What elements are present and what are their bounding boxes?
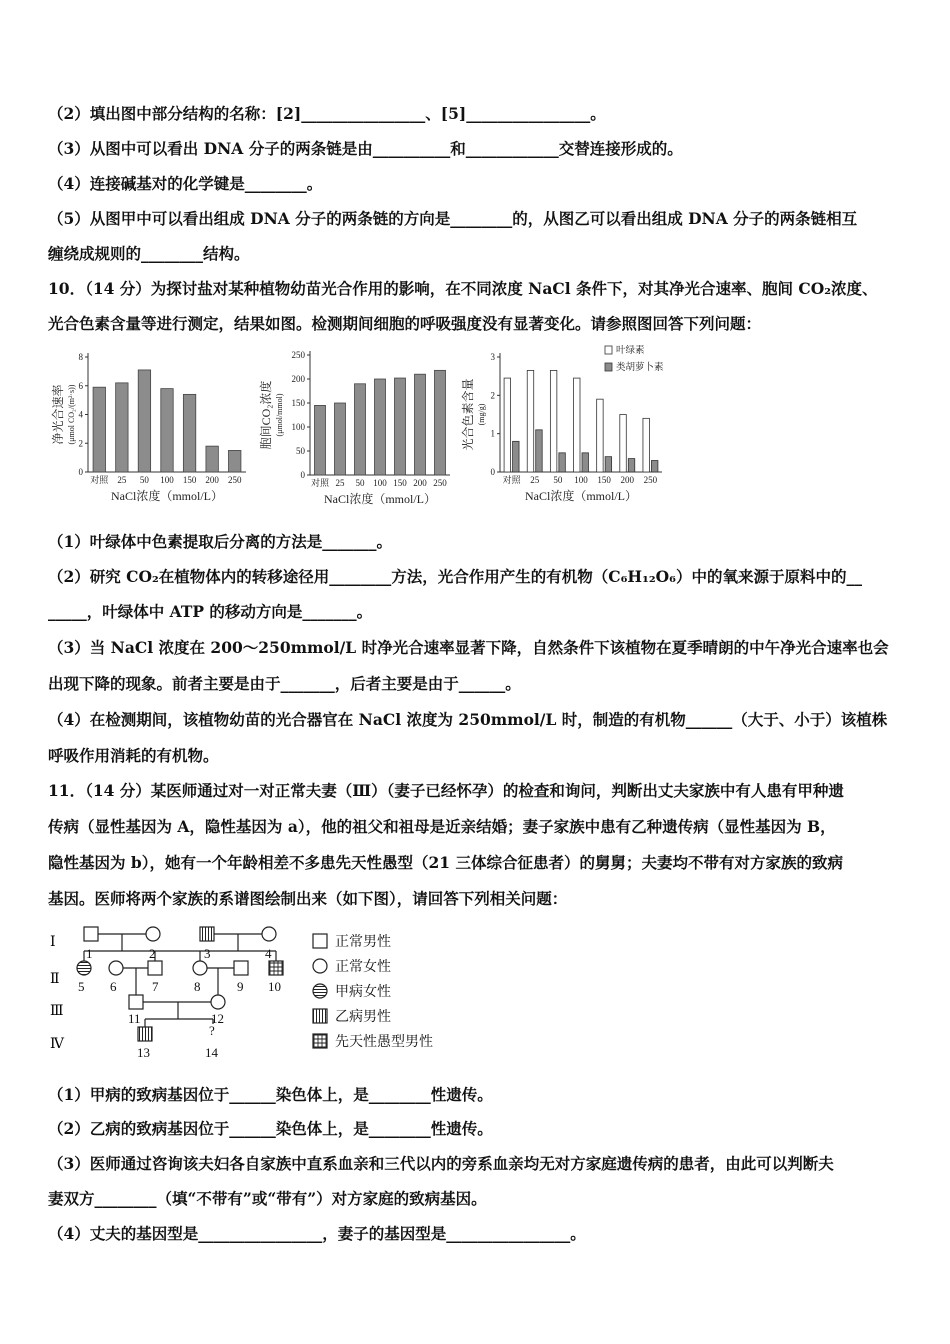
bar (395, 378, 406, 475)
x-axis-label: NaCl浓度（mmol/L） (324, 492, 436, 506)
y-axis-unit: (mg/g) (477, 403, 486, 426)
label-12: 12 (211, 1011, 224, 1026)
x-axis-label: NaCl浓度（mmol/L） (525, 489, 637, 503)
label-unknown: ? (209, 1023, 215, 1038)
q9-line-5a: （5）从图甲中可以看出组成 DNA 分子的两条链的方向是________的，从图乙可以看出组成 DNA 分子的两条链相互 (48, 209, 858, 228)
y-tick-label: 0 (490, 467, 495, 477)
legend-normal-female-icon (313, 959, 327, 973)
y-axis-label: 胞间CO₂浓度 (259, 380, 273, 450)
x-tick-label: 150 (393, 478, 407, 488)
label-14: 14 (205, 1045, 218, 1060)
legend-swatch (605, 346, 612, 354)
legend-label: 类胡萝卜素 (616, 363, 664, 373)
legend-label: 叶绿素 (616, 346, 645, 356)
q9-line-3: （3）从图中可以看出 DNA 分子的两条链是由__________和____________交替连接形成的。 (48, 139, 683, 158)
bar-chlorophyll (504, 378, 510, 472)
y-tick-label: 6 (78, 380, 83, 391)
bar (93, 387, 105, 472)
y-tick-label: 150 (291, 398, 305, 408)
y-tick-label: 100 (291, 422, 305, 432)
bar (435, 370, 446, 475)
individual-2 (146, 927, 160, 941)
bar-carotenoid (582, 453, 588, 472)
y-axis-label: 净光合速率 (51, 384, 65, 445)
x-tick-label: 100 (574, 475, 588, 485)
legend-down-syndrome-male-icon (313, 1034, 327, 1048)
bar (415, 374, 426, 475)
q10-intro-1: 10．（14 分）为探讨盐对某种植物幼苗光合作用的影响，在不同浓度 NaCl 条件下，对其净光合速率、胞间 CO₂浓度、 (48, 279, 878, 298)
legend-normal-male-icon (313, 934, 327, 948)
x-tick-label: 250 (227, 475, 242, 485)
legend-disease-b-male: 乙病男性 (335, 1010, 391, 1025)
y-tick-label: 0 (78, 467, 83, 477)
x-axis-label: NaCl浓度（mmol/L） (111, 489, 223, 503)
bar-chlorophyll (620, 415, 626, 473)
bar (335, 403, 346, 475)
bar-chlorophyll (643, 418, 649, 472)
label-3: 3 (204, 946, 211, 961)
bar (183, 394, 195, 472)
bar-chlorophyll (597, 399, 603, 472)
y-tick-label: 8 (78, 352, 83, 362)
q10-line-3b: 出现下降的现象。前者主要是由于_______，后者主要是由于______。 (48, 674, 521, 693)
bar-chlorophyll (550, 370, 556, 472)
q10-line-4b: 呼吸作用消耗的有机物。 (48, 746, 219, 765)
bar-carotenoid (628, 459, 634, 472)
bar (315, 405, 326, 475)
q11-line-3b: 妻双方________（填“不带有”或“带有”）对方家庭的致病基因。 (48, 1189, 487, 1208)
q11-intro-4: 基因。医师将两个家族的系谱图绘制出来（如下图），请回答下列相关问题： (48, 889, 568, 908)
chart-pigment-content (460, 345, 670, 512)
legend-disease-b-male-icon (313, 1009, 327, 1023)
individual-11 (129, 995, 143, 1009)
label-9: 9 (237, 979, 244, 994)
x-tick-label: 100 (160, 475, 174, 485)
x-tick-label: 100 (373, 478, 387, 488)
q10-intro-2: 光合色素含量等进行测定，结果如图。检测期间细胞的呼吸强度没有显著变化。请参照图回答下列问题： (48, 314, 762, 333)
y-axis-unit: (μmol/mmol) (275, 393, 284, 437)
gen-label-I: Ⅰ (50, 935, 56, 950)
x-tick-label: 200 (413, 478, 427, 488)
individual-3 (200, 927, 214, 941)
bar (116, 383, 128, 472)
individual-6 (109, 961, 123, 975)
q11-line-4: （4）丈夫的基因型是________________，妻子的基因型是________________。 (48, 1224, 586, 1243)
y-tick-label: 200 (291, 374, 305, 384)
x-tick-label: 对照 (90, 475, 109, 485)
q10-line-1: （1）叶绿体中色素提取后分离的方法是_______。 (48, 532, 393, 551)
legend-normal-male: 正常男性 (335, 935, 391, 950)
x-tick-label: 对照 (502, 475, 521, 485)
x-tick-label: 200 (205, 475, 219, 485)
x-tick-label: 150 (182, 475, 197, 485)
gen-label-II: Ⅱ (50, 972, 60, 987)
q10-line-3a: （3）当 NaCl 浓度在 200～250mmol/L 时净光合速率显著下降，自然条件下该植物在夏季晴朗的中午净光合速率也会 (48, 638, 889, 657)
y-tick-label: 3 (490, 352, 495, 362)
label-11: 11 (128, 1011, 141, 1026)
y-tick-label: 0 (300, 470, 305, 480)
bar (138, 370, 150, 472)
q9-line-2: （2）填出图中部分结构的名称：[2]________________、[5]________________。 (48, 104, 606, 123)
individual-10 (269, 961, 283, 975)
x-tick-label: 25 (530, 475, 540, 485)
q11-intro-2: 传病（显性基因为 A，隐性基因为 a），他的祖父和祖母是近亲结婚；妻子家族中患有乙种遗传病（显性基因为 B， (48, 817, 836, 836)
label-6: 6 (110, 979, 117, 994)
label-7: 7 (152, 979, 159, 994)
label-2: 2 (149, 946, 156, 961)
gen-label-IV: Ⅳ (50, 1037, 64, 1052)
x-tick-label: 250 (643, 475, 658, 485)
q11-line-3a: （3）医师通过咨询该夫妇各自家族中直系血亲和三代以内的旁系血亲均无对方家庭遗传病的患者，由此可以判断夫 (48, 1154, 834, 1173)
q9-line-4: （4）连接碱基对的化学键是________。 (48, 174, 323, 193)
y-tick-label: 4 (78, 409, 83, 420)
label-5: 5 (78, 979, 85, 994)
individual-13 (138, 1027, 152, 1041)
y-tick-label: 1 (490, 428, 495, 439)
q11-intro-1: 11．（14 分）某医师通过对一对正常夫妻（Ⅲ）（妻子已经怀孕）的检查和询问，判断出丈夫家族中有人患有甲种遗 (48, 781, 844, 800)
bar-carotenoid (605, 457, 611, 472)
x-tick-label: 50 (355, 478, 365, 488)
bar (375, 379, 386, 475)
legend-disease-a-female-icon (313, 984, 327, 998)
bar (355, 384, 366, 475)
x-tick-label: 25 (117, 475, 127, 485)
x-tick-label: 250 (433, 478, 447, 488)
bar-chlorophyll (574, 378, 580, 472)
bar-carotenoid (536, 430, 542, 472)
label-10: 10 (268, 979, 281, 994)
gen-label-III: Ⅲ (50, 1004, 64, 1019)
y-tick-label: 2 (78, 438, 83, 449)
chart-net-photosynthesis (50, 348, 260, 512)
q11-intro-3: 隐性基因为 b），她有一个年龄相差不多患先天性愚型（21 三体综合征患者）的舅舅；夫妻均不带有对方家族的致病 (48, 853, 843, 872)
q10-line-2a: （2）研究 CO₂在植物体内的转移途径用________方法，光合作用产生的有机物（C₆H₁₂O₆）中的氧来源于原料中的__ (48, 567, 862, 586)
y-tick-label: 50 (296, 446, 305, 456)
q11-line-1: （1）甲病的致病基因位于______染色体上，是________性遗传。 (48, 1085, 493, 1104)
individual-7 (148, 961, 162, 975)
y-tick-label: 250 (291, 350, 305, 360)
x-tick-label: 对照 (310, 478, 330, 488)
q10-line-4a: （4）在检测期间，该植物幼苗的光合器官在 NaCl 浓度为 250mmol/L 时，制造的有机物______（大于、小于）该植株 (48, 710, 888, 729)
x-tick-label: 50 (553, 475, 563, 485)
label-4: 4 (265, 946, 272, 961)
chart-intercellular-co2 (258, 348, 458, 512)
individual-8 (193, 961, 207, 975)
q10-line-2b: _____，叶绿体中 ATP 的移动方向是_______。 (48, 602, 373, 621)
legend-normal-female: 正常女性 (335, 960, 391, 975)
legend-swatch (605, 363, 612, 371)
individual-12 (211, 995, 225, 1009)
label-1: 1 (86, 946, 93, 961)
q11-line-2: （2）乙病的致病基因位于______染色体上，是________性遗传。 (48, 1119, 493, 1138)
bar-carotenoid (651, 461, 657, 473)
individual-5 (77, 961, 91, 975)
x-tick-label: 150 (597, 475, 611, 485)
individual-1 (84, 927, 98, 941)
x-tick-label: 50 (139, 475, 149, 485)
bar (161, 389, 173, 472)
legend-down-syndrome-male: 先天性愚型男性 (335, 1035, 433, 1050)
bar-carotenoid (559, 453, 565, 472)
bar (229, 450, 241, 472)
individual-4 (262, 927, 276, 941)
q9-line-5b: 缠绕成规则的________结构。 (48, 244, 250, 263)
bar (206, 446, 218, 472)
bar-chlorophyll (527, 370, 533, 472)
y-tick-label: 2 (490, 390, 495, 401)
individual-9 (234, 961, 248, 975)
pedigree-chart (48, 925, 468, 1074)
label-13: 13 (137, 1045, 150, 1060)
y-axis-label: 光合色素含量 (461, 378, 475, 451)
y-axis-unit: (μmol CO₂/(m²·s)) (67, 384, 76, 445)
x-tick-label: 25 (335, 478, 345, 488)
x-tick-label: 200 (620, 475, 635, 485)
legend-disease-a-female: 甲病女性 (335, 985, 391, 1000)
bar-carotenoid (513, 441, 519, 472)
label-8: 8 (194, 979, 201, 994)
